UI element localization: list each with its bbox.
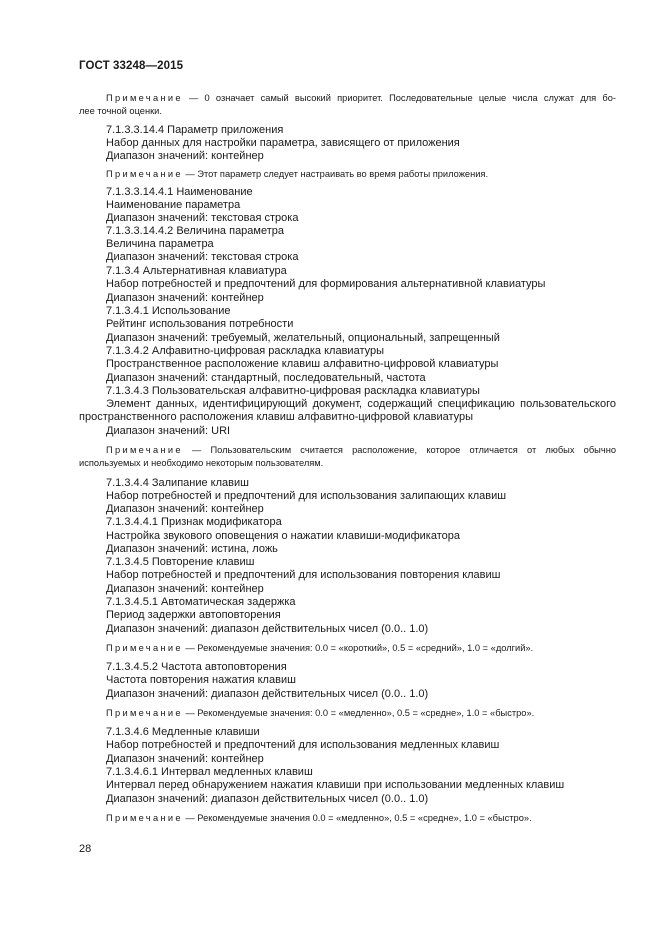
note-label: Примечание	[106, 643, 183, 653]
section-heading: 7.1.3.4.6.1 Интервал медленных клавиш	[106, 766, 313, 778]
body-line: Диапазон значений: диапазон действительных чисел (0.0.. 1.0)	[106, 793, 429, 805]
section-heading: 7.1.3.4.4.1 Признак модификатора	[106, 516, 282, 528]
body-line: Пространственное расположение клавиш алфавитно-цифровой клавиатуры	[106, 358, 499, 370]
body-line: Набор потребностей и предпочтений для использования залипающих клавиш	[106, 490, 507, 502]
body-line: Частота повторения нажатия клавиш	[106, 674, 296, 686]
section-heading: 7.1.3.3.14.4 Параметр приложения	[106, 124, 284, 136]
body-line: Диапазон значений: требуемый, желательный, опциональный, запрещенный	[106, 332, 500, 344]
body-line: Рейтинг использования потребности	[106, 318, 294, 330]
section-heading: 7.1.3.4.1 Использование	[106, 305, 231, 317]
body-line: Диапазон значений: контейнер	[106, 583, 264, 595]
note-paragraph: Примечание — Пользовательским считается расположение, которое отличается от любых обычно	[106, 445, 616, 455]
body-line: Набор потребностей и предпочтений для использования повторения клавиш	[106, 569, 501, 581]
body-line: Диапазон значений: текстовая строка	[106, 251, 299, 263]
body-line: Диапазон значений: стандартный, последовательный, частота	[106, 372, 426, 384]
section-heading: 7.1.3.4.5.2 Частота автоповторения	[106, 661, 287, 673]
body-line: Набор данных для настройки параметра, зависящего от приложения	[106, 137, 460, 149]
note-label: Примечание	[106, 813, 183, 823]
section-heading: 7.1.3.4.5.1 Автоматическая задержка	[106, 596, 296, 608]
section-heading: 7.1.3.4.5 Повторение клавиш	[106, 556, 255, 568]
note-paragraph: Примечание — 0 означает самый высокий приоритет. Последовательные целые числа служат для бо-	[106, 93, 616, 103]
section-heading: 7.1.3.4.4 Залипание клавиш	[106, 477, 249, 489]
section-heading: 7.1.3.4.3 Пользовательская алфавитно-цифровая раскладка клавиатуры	[106, 385, 480, 397]
page-number: 28	[79, 843, 92, 855]
body-line: Диапазон значений: истина, ложь	[106, 543, 278, 555]
body-line: Диапазон значений: контейнер	[106, 753, 264, 765]
section-heading: 7.1.3.4 Альтернативная клавиатура	[106, 265, 287, 277]
body-line: Диапазон значений: контейнер	[106, 292, 264, 304]
body-line: Величина параметра	[106, 238, 214, 250]
note-label: Примечание	[106, 93, 183, 103]
note-label: Примечание	[106, 708, 183, 718]
note-continuation: используемых и необходимо некоторым пользователям.	[79, 458, 324, 468]
body-line-continuation: пространственного расположения клавиш алфавитно-цифровой клавиатуры	[79, 411, 474, 423]
section-heading: 7.1.3.4.6 Медленные клавиши	[106, 726, 260, 738]
body-line: Набор потребностей и предпочтений для формирования альтернативной клавиатуры	[106, 278, 546, 290]
body-line: Диапазон значений: контейнер	[106, 150, 264, 162]
note-label: Примечание	[106, 169, 183, 179]
note-paragraph: Примечание — Рекомендуемые значения: 0.0 = «медленно», 0.5 = «средне», 1.0 = «быстро».	[106, 708, 535, 718]
body-line: Настройка звукового оповещения о нажатии клавиши-модификатора	[106, 530, 460, 542]
note-paragraph: Примечание — Этот параметр следует настраивать во время работы приложения.	[106, 169, 489, 179]
body-line: Набор потребностей и предпочтений для использования медленных клавиш	[106, 739, 500, 751]
note-label: Примечание	[106, 445, 183, 455]
section-heading: 7.1.3.4.2 Алфавитно-цифровая раскладка клавиатуры	[106, 345, 385, 357]
body-line: Интервал перед обнаружением нажатия клавиши при использовании медленных клавиш	[106, 779, 565, 791]
note-paragraph: Примечание — Рекомендуемые значения 0.0 = «медленно», 0.5 = «средне», 1.0 = «быстро».	[106, 813, 532, 823]
note-continuation: лее точной оценки.	[79, 106, 162, 116]
body-line: Диапазон значений: текстовая строка	[106, 212, 299, 224]
body-line: Диапазон значений: URI	[106, 425, 231, 437]
body-line: Диапазон значений: контейнер	[106, 503, 264, 515]
body-line: Элемент данных, идентифицирующий документ, содержащий спецификацию пользовательского	[106, 398, 616, 410]
body-line: Диапазон значений: диапазон действительных чисел (0.0.. 1.0)	[106, 688, 429, 700]
section-heading: 7.1.3.3.14.4.2 Величина параметра	[106, 225, 285, 237]
note-paragraph: Примечание — Рекомендуемые значения: 0.0 = «короткий», 0.5 = «средний», 1.0 = «долгий».	[106, 643, 534, 653]
document-header: ГОСТ 33248—2015	[79, 60, 184, 72]
body-line: Наименование параметра	[106, 199, 241, 211]
section-heading: 7.1.3.3.14.4.1 Наименование	[106, 186, 253, 198]
body-line: Диапазон значений: диапазон действительных чисел (0.0.. 1.0)	[106, 623, 429, 635]
body-line: Период задержки автоповторения	[106, 609, 281, 621]
